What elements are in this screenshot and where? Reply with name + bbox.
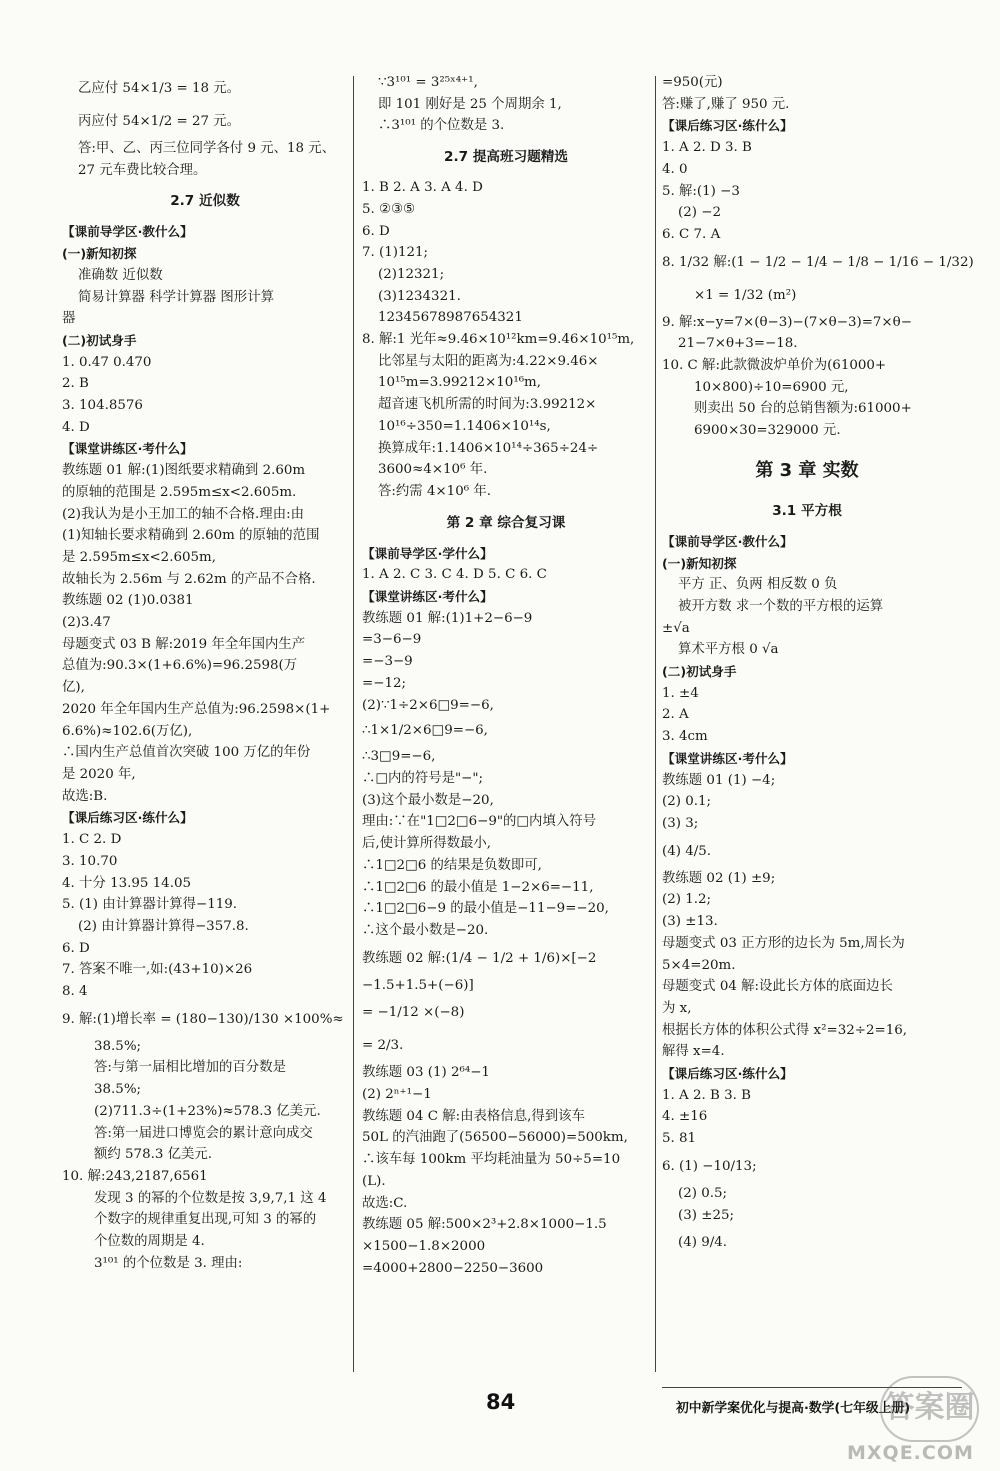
text-line: =4000+2800−2250−3600 — [362, 1260, 544, 1276]
text-line: 乙应付 54×1/3 = 18 元。 — [78, 81, 241, 96]
text-line: ∴1□2□6−9 的最小值是−11−9=−20, — [362, 901, 609, 917]
text-line: ×1 = 1/32 (m²) — [694, 287, 797, 303]
column-divider-1 — [353, 76, 354, 1372]
text-line: 教练题 03 (1) 2⁶⁴−1 — [362, 1065, 490, 1081]
text-line: 亿), — [62, 680, 85, 696]
text-line: 即 101 刚好是 25 个周期余 1, — [378, 96, 562, 112]
text-line: 5. ②③⑤ — [362, 201, 416, 217]
text-line: (2)我认为是小王加工的轴不合格.理由:由 — [62, 506, 304, 522]
text-line: 50L 的汽油跑了(56500−56000)=500km, — [362, 1130, 628, 1146]
text-line: (1)知轴长要求精确到 2.60m 的原轴的范围 — [62, 528, 320, 544]
text-line: 4. D — [62, 419, 90, 435]
text-line: 【课前导学区·教什么】 — [62, 224, 193, 240]
text-line: (2) 由计算器计算得−357.8. — [78, 918, 249, 934]
text-line: 答:与第一届相比增加的百分数是 — [94, 1060, 286, 1076]
text-line: = 2/3. — [362, 1038, 404, 1054]
text-line: 第 2 章 综合复习课 — [446, 514, 566, 531]
text-line: 母题变式 03 正方形的边长为 5m,周长为 — [662, 935, 905, 951]
text-line: 8. 解:1 光年≈9.46×10¹²km=9.46×10¹⁵m, — [362, 332, 635, 348]
text-line: ∴1□2□6 的最小值是 1−2×6=−11, — [362, 879, 594, 895]
text-line: 2020 年全年国内生产总值为:96.2598×(1+ — [62, 701, 331, 717]
footer-book-title: 初中新学案优化与提高·数学(七年级上册) — [676, 1401, 911, 1416]
text-line: 9. 解:x−y=7×(θ−3)−(7×θ−3)=7×θ− — [662, 314, 912, 330]
text-line: 10. 解:243,2187,6561 — [62, 1168, 208, 1184]
text-line: 换算成年:1.1406×10¹⁴÷365÷24÷ — [378, 440, 599, 456]
text-line: ±√a — [662, 620, 690, 636]
text-line: (4) 9/4. — [678, 1235, 728, 1251]
text-line: 1. 0.47 0.470 — [62, 354, 152, 370]
text-line: 1. C 2. D — [62, 832, 122, 848]
text-line: 1. A 2. C 3. C 4. D 5. C 6. C — [362, 567, 547, 583]
text-line: 3¹⁰¹ 的个位数是 3. 理由: — [94, 1255, 243, 1271]
text-line: 算术平方根 0 √a — [678, 642, 779, 658]
text-line: 第 3 章 实数 — [755, 459, 859, 481]
text-line: 被开方数 求一个数的平方根的运算 — [678, 598, 884, 614]
text-line: 故轴长为 2.56m 与 2.62m 的产品不合格. — [62, 571, 316, 587]
text-line: 21−7×θ+3=−18. — [678, 336, 798, 352]
text-line: 丙应付 54×1/2 = 27 元。 — [78, 114, 241, 129]
watermark-logo: 答案圈 — [880, 1376, 979, 1442]
text-line: (2) 0.1; — [662, 794, 712, 810]
page-number: 84 — [486, 1390, 516, 1414]
text-line: 【课堂讲练区·考什么】 — [662, 750, 793, 766]
text-line: ∴该车每 100km 平均耗油量为 50÷5=10 — [362, 1152, 621, 1168]
text-line: (二)初试身手 — [662, 664, 737, 680]
text-line: 为 x, — [662, 1000, 692, 1016]
text-line: (2)711.3÷(1+23%)≈578.3 亿美元. — [94, 1103, 321, 1119]
text-line: 2.7 提高班习题精选 — [444, 149, 568, 166]
text-line: (4) 4/5. — [662, 843, 712, 859]
text-line: (3) ±25; — [678, 1207, 734, 1223]
text-line: 根据长方体的体积公式得 x²=32÷2=16, — [662, 1022, 907, 1038]
text-line: (3) 3; — [662, 815, 699, 831]
text-line: 答:甲、乙、丙三位同学各付 9 元、18 元、 — [78, 141, 336, 156]
text-line: 教练题 02 (1) ±9; — [662, 870, 776, 886]
text-line: 3. 104.8576 — [62, 398, 143, 414]
text-line: ∴这个最小数是−20. — [362, 922, 489, 938]
text-line: (一)新知初探 — [62, 246, 137, 262]
text-line: 38.5%; — [94, 1038, 142, 1054]
text-line: 答:第一届进口博览会的累计意向成交 — [94, 1125, 313, 1141]
text-line: 8. 4 — [62, 984, 88, 1000]
text-line: 额约 578.3 亿美元. — [94, 1147, 213, 1163]
text-line: ×1500−1.8×2000 — [362, 1238, 486, 1254]
text-line: 教练题 02 (1)0.0381 — [62, 593, 194, 609]
text-line: 【课后练习区·练什么】 — [662, 118, 793, 134]
text-line: 6. D — [362, 223, 390, 239]
text-line: 10¹⁵m=3.99212×10¹⁶m, — [378, 375, 542, 391]
text-line: 【课前导学区·学什么】 — [362, 545, 493, 561]
text-line: 教练题 05 解:500×2³+2.8×1000−1.5 — [362, 1217, 607, 1233]
text-line: 后,使计算所得数最小, — [362, 836, 492, 852]
text-line: 比邻星与太阳的距离为:4.22×9.46× — [378, 353, 599, 369]
text-line: 1. A 2. D 3. B — [662, 140, 752, 156]
text-line: 是 2.595m≤x<2.605m, — [62, 549, 216, 565]
text-line: (L). — [362, 1173, 386, 1189]
text-line: 27 元车费比较合理。 — [78, 162, 207, 178]
text-line: 10. C 解:此款微波炉单价为(61000+ — [662, 358, 887, 374]
text-line: 1. ±4 — [662, 685, 699, 701]
text-line: ∴1□2□6 的结果是负数即可, — [362, 857, 542, 873]
text-line: 理由:∵在"1□2□6−9"的□内填入符号 — [362, 814, 596, 830]
text-line: 1. A 2. B 3. B — [662, 1087, 751, 1103]
text-line: (2) 0.5; — [678, 1185, 728, 1201]
text-line: 4. ±16 — [662, 1109, 708, 1125]
text-line: −1.5+1.5+(−6)] — [362, 977, 474, 993]
text-line: 【课后练习区·练什么】 — [62, 810, 193, 826]
text-line: 1. B 2. A 3. A 4. D — [362, 180, 483, 196]
watermark-url: MXQE.COM — [847, 1442, 974, 1464]
text-line: (一)新知初探 — [662, 555, 737, 571]
text-line: (3)1234321. — [378, 288, 461, 304]
text-line: 准确数 近似数 — [78, 267, 163, 283]
text-line: 5. 解:(1) −3 — [662, 183, 740, 199]
text-line: (2)12321; — [378, 266, 445, 282]
text-line: 解得 x=4. — [662, 1044, 725, 1060]
text-line: 5. (1) 由计算器计算得−119. — [62, 897, 238, 913]
text-line: 故选:B. — [62, 788, 108, 804]
text-line: (2)∵1÷2×6□9=−6, — [362, 697, 494, 713]
text-line: 是 2020 年, — [62, 766, 136, 782]
text-line: 10×800)÷10=6900 元, — [694, 379, 849, 395]
text-line: 个数字的规律重复出现,可知 3 的幂的 — [94, 1212, 317, 1228]
text-line: 3.1 平方根 — [772, 502, 842, 519]
text-line: 答:赚了,赚了 950 元. — [662, 96, 790, 112]
text-line: 7. 答案不唯一,如:(43+10)×26 — [62, 962, 253, 978]
text-line: (2) 1.2; — [662, 892, 712, 908]
text-line: 【课堂讲练区·考什么】 — [62, 441, 193, 457]
text-line: 教练题 04 C 解:由表格信息,得到该车 — [362, 1108, 585, 1124]
text-line: =3−6−9 — [362, 632, 422, 648]
text-line: 38.5%; — [94, 1082, 142, 1098]
text-line: (2)3.47 — [62, 615, 111, 631]
text-line: 教练题 02 解:(1/4 − 1/2 + 1/6)×[−2 — [362, 950, 597, 966]
text-line: =−12; — [362, 675, 406, 691]
text-line: 2. A — [662, 707, 689, 723]
text-line: 【课后练习区·练什么】 — [662, 1066, 793, 1082]
text-line: 6.6%)≈102.6(万亿), — [62, 723, 193, 739]
text-line: 个位数的周期是 4. — [94, 1234, 205, 1250]
text-line: 5. 81 — [662, 1131, 697, 1147]
text-column-2 — [362, 72, 650, 1279]
text-line: =950(元) — [662, 75, 723, 90]
text-line: 平方 正、负两 相反数 0 负 — [678, 577, 838, 593]
text-line: 器 — [62, 311, 76, 327]
text-line: 简易计算器 科学计算器 图形计算 — [78, 289, 274, 305]
text-line: 2. B — [62, 376, 89, 392]
text-line: 5×4=20m. — [662, 957, 736, 973]
text-line: (2) −2 — [678, 205, 721, 221]
text-line: 6900×30=329000 元. — [694, 423, 841, 439]
text-line: 7. (1)121; — [362, 245, 429, 261]
text-line: 10¹⁶÷350=1.1406×10¹⁴s, — [378, 418, 551, 434]
text-column-1 — [62, 72, 348, 1274]
column-divider-2 — [655, 76, 656, 1372]
text-line: =−3−9 — [362, 654, 413, 670]
text-line: 4. 0 — [662, 161, 688, 177]
text-line: ∴3□9=−6, — [362, 749, 436, 765]
text-line: 的原轴的范围是 2.595m≤x<2.605m. — [62, 484, 297, 500]
text-line: ∵3¹⁰¹ = 3²⁵ˣ⁴⁺¹, — [378, 75, 478, 90]
text-line: 9. 解:(1)增长率 = (180−130)/130 ×100%≈ — [62, 1011, 344, 1027]
text-line: 6. D — [62, 940, 90, 956]
text-line: 母题变式 04 解:设此长方体的底面边长 — [662, 979, 893, 995]
text-line: (3)这个最小数是−20, — [362, 792, 494, 808]
text-line: 3. 10.70 — [62, 853, 118, 869]
text-column-3 — [662, 72, 974, 1259]
text-line: 3600≈4×10⁶ 年. — [378, 462, 488, 478]
text-line: = −1/12 ×(−8) — [362, 1005, 465, 1021]
text-line: 12345678987654321 — [378, 310, 523, 326]
text-line: 6. C 7. A — [662, 226, 721, 242]
text-line: 4. 十分 13.95 14.05 — [62, 875, 191, 891]
text-line: 总值为:90.3×(1+6.6%)=96.2598(万 — [62, 658, 298, 674]
text-line: (二)初试身手 — [62, 332, 137, 348]
text-line: ∴□内的符号是"−"; — [362, 770, 484, 786]
text-line: 【课前导学区·教什么】 — [662, 533, 793, 549]
text-line: (2) 2ⁿ⁺¹−1 — [362, 1087, 432, 1103]
text-line: 6. (1) −10/13; — [662, 1158, 757, 1174]
text-line: 2.7 近似数 — [170, 193, 240, 210]
text-line: 【课堂讲练区·考什么】 — [362, 589, 493, 605]
text-line: 8. 1/32 解:(1 − 1/2 − 1/4 − 1/8 − 1/16 − 1/32) — [662, 254, 974, 270]
text-line: 故选:C. — [362, 1195, 408, 1211]
text-line: ∴国内生产总值首次突破 100 万亿的年份 — [62, 745, 311, 761]
text-line: 教练题 01 解:(1)1+2−6−9 — [362, 610, 533, 626]
text-line: 发现 3 的幂的个位数是按 3,9,7,1 这 4 — [94, 1190, 327, 1206]
text-line: 答:约需 4×10⁶ 年. — [378, 483, 491, 499]
text-line: 超音速飞机所需的时间为:3.99212× — [378, 397, 597, 413]
text-line: 母题变式 03 B 解:2019 年全年国内生产 — [62, 636, 306, 652]
text-line: ∴1×1/2×6□9=−6, — [362, 723, 488, 739]
text-line: 教练题 01 (1) −4; — [662, 772, 776, 788]
text-line: 则卖出 50 台的总销售额为:61000+ — [694, 401, 912, 417]
text-line: 教练题 01 解:(1)图纸要求精确到 2.60m — [62, 463, 306, 479]
text-line: ∴3¹⁰¹ 的个位数是 3. — [378, 118, 505, 134]
text-line: 3. 4cm — [662, 729, 708, 745]
text-line: (3) ±13. — [662, 914, 718, 930]
